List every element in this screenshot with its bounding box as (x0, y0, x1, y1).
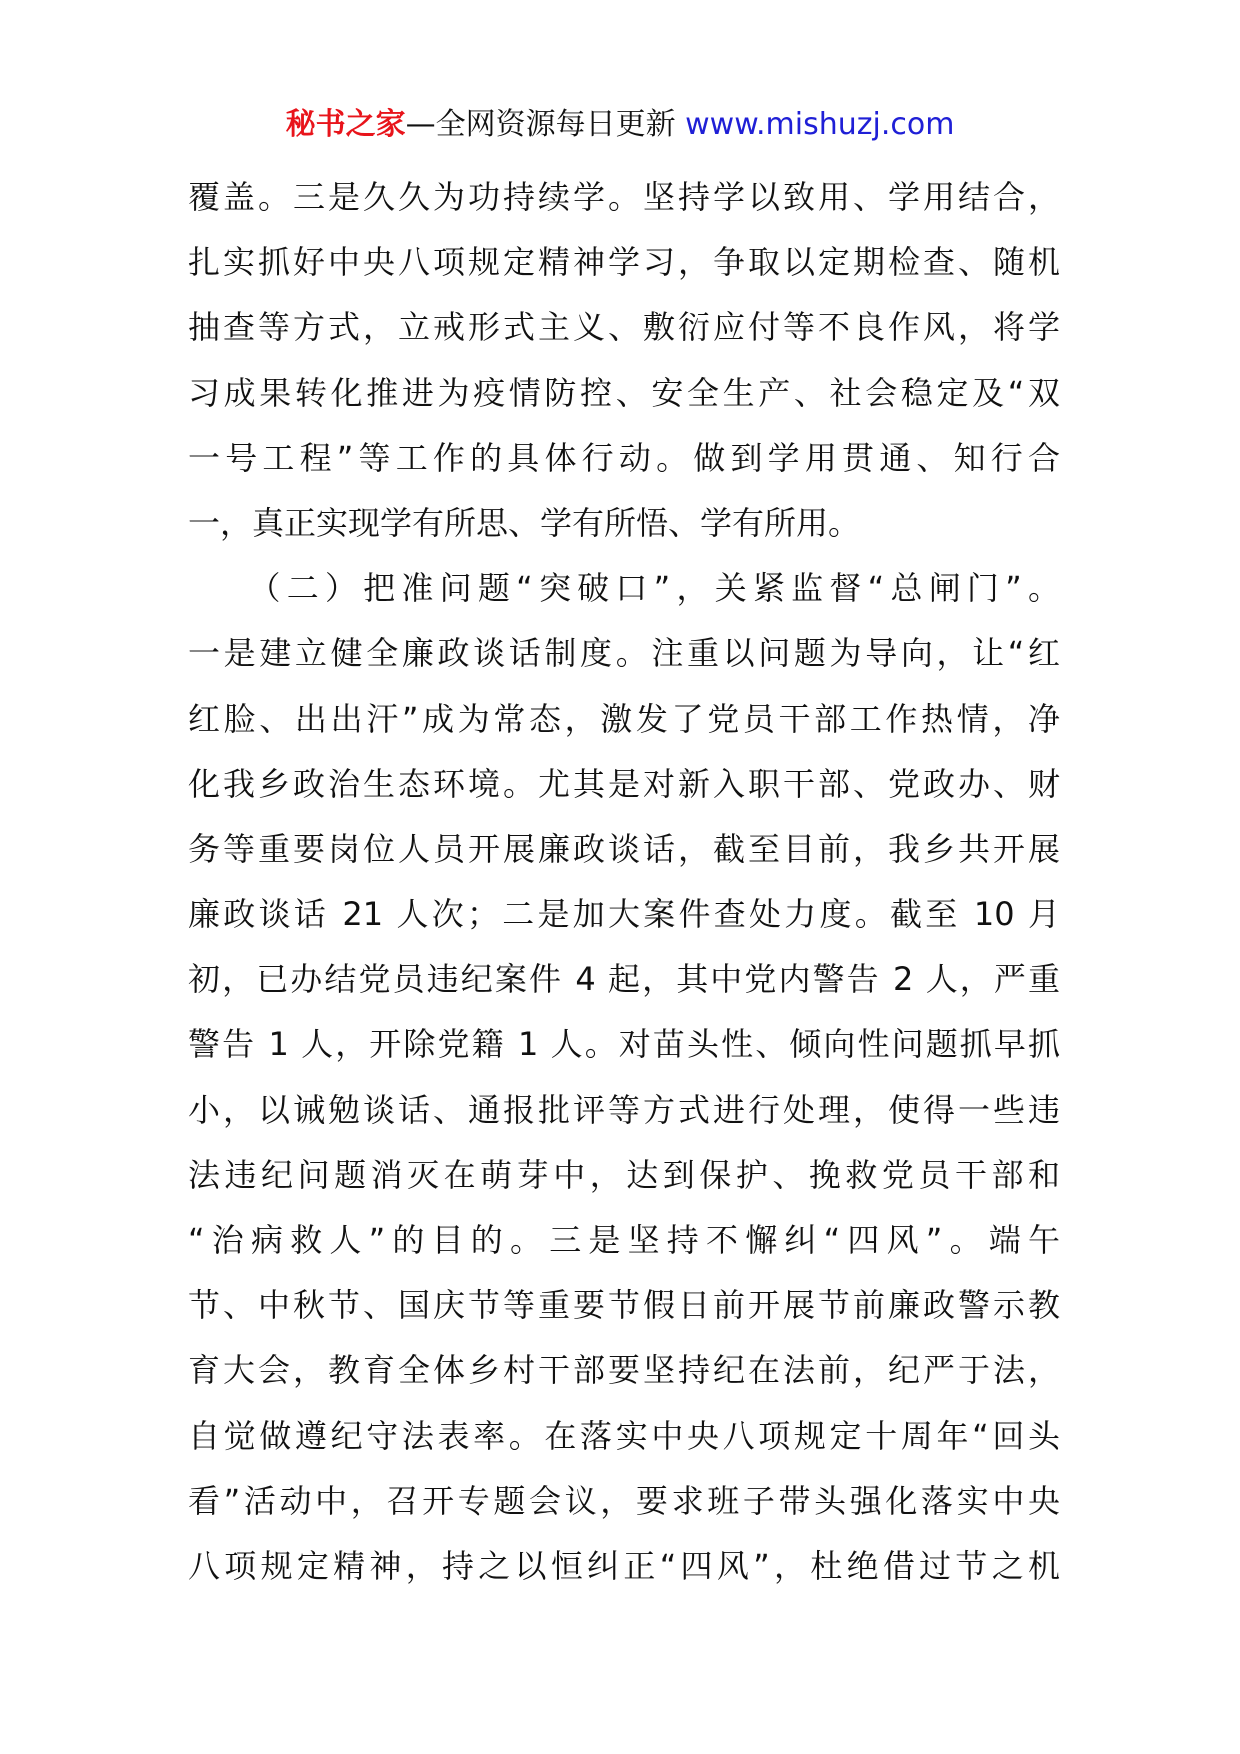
body-line: 抽查等方式，立戒形式主义、敷衍应付等不良作风，将学 (188, 308, 1060, 347)
body-line: 节、中秋节、国庆节等重要节假日前开展节前廉政警示教 (188, 1286, 1060, 1325)
section-heading-line: （二）把准问题“突破口”，关紧监督“总闸门”。 (188, 569, 1060, 608)
body-line: 一是建立健全廉政谈话制度。注重以问题为导向，让“红 (188, 634, 1060, 673)
body-line: 务等重要岗位人员开展廉政谈话，截至目前，我乡共开展 (188, 829, 1060, 868)
body-line: 扎实抓好中央八项规定精神学习，争取以定期检查、随机 (188, 243, 1060, 282)
body-line: 一，真正实现学有所思、学有所悟、学有所用。 (188, 503, 861, 542)
body-line: 看”活动中，召开专题会议，要求班子带头强化落实中央 (188, 1481, 1060, 1520)
body-line: 廉政谈话 21 人次；二是加大案件查处力度。截至 10 月 (188, 895, 1060, 934)
body-line: 育大会，教育全体乡村干部要坚持纪在法前，纪严于法， (188, 1351, 1060, 1390)
page-header (0, 100, 1240, 150)
body-line: 警告 1 人，开除党籍 1 人。对苗头性、倾向性问题抓早抓 (188, 1025, 1060, 1064)
body-line: 习成果转化推进为疫情防控、安全生产、社会稳定及“双 (188, 373, 1060, 412)
document-body (188, 165, 1060, 1599)
body-line: 自觉做遵纪守法表率。在落实中央八项规定十周年“回头 (188, 1416, 1060, 1455)
body-line: 覆盖。三是久久为功持续学。坚持学以致用、学用结合， (188, 178, 1060, 216)
body-line: 红脸、出出汗”成为常态，激发了党员干部工作热情，净 (188, 699, 1060, 738)
body-line: 八项规定精神，持之以恒纠正“四风”，杜绝借过节之机 (188, 1546, 1060, 1585)
header-slogan: —全网资源每日更新 (405, 107, 676, 142)
brand-name: 秘书之家 (285, 107, 406, 142)
body-line: 法违纪问题消灭在萌芽中，达到保护、挽救党员干部和 (188, 1155, 1060, 1194)
body-line: 化我乡政治生态环境。尤其是对新入职干部、党政办、财 (188, 764, 1060, 803)
body-line: 一号工程”等工作的具体行动。做到学用贯通、知行合 (188, 438, 1060, 477)
body-line: 初，已办结党员违纪案件 4 起，其中党内警告 2 人，严重 (188, 960, 1060, 999)
body-line: 小，以诫勉谈话、通报批评等方式进行处理，使得一些违 (188, 1090, 1060, 1129)
body-line: “治病救人”的目的。三是坚持不懈纠“四风”。端午 (188, 1221, 1060, 1259)
website-link[interactable]: www.mishuzj.com (685, 107, 955, 142)
